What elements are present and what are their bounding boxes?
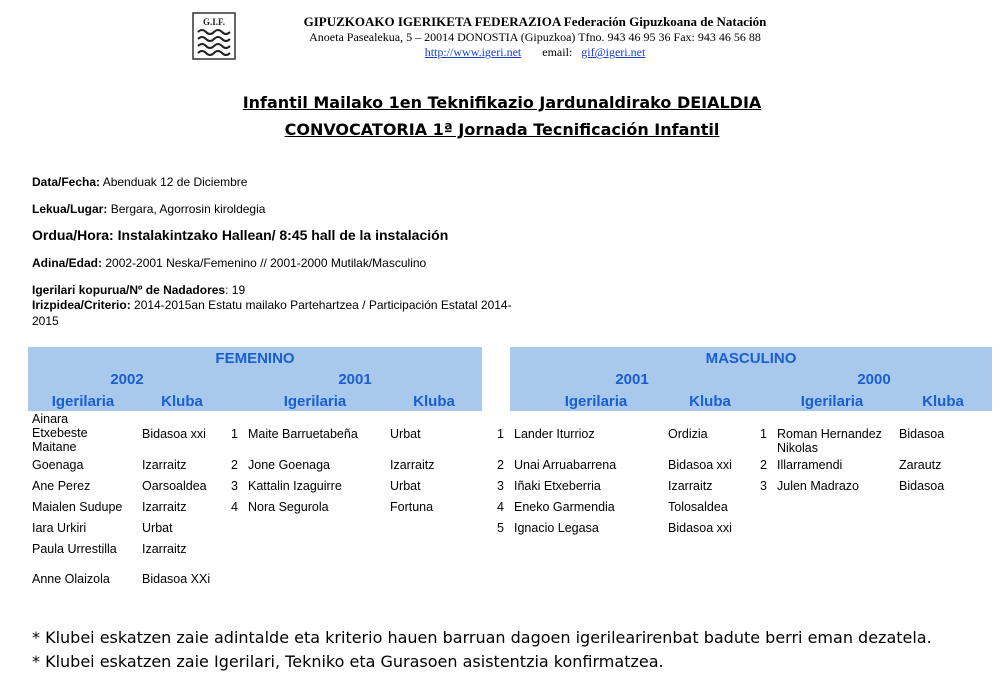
row-number: 3: [760, 479, 767, 493]
swimmer-name: Ane Perez: [32, 479, 91, 493]
masculino-year-2000: 2000: [857, 371, 891, 388]
website-link[interactable]: http://www.igeri.net: [424, 45, 522, 59]
age-label: Adina/Edad:: [32, 256, 103, 270]
date-label: Data/Fecha:: [32, 175, 101, 189]
criteria-value: 2014-2015an Estatu mailako Partehartzea / Participación Estatal 2014-: [130, 298, 512, 312]
swimmer-club: Izarraitz: [142, 458, 187, 472]
swimmer-club: Urbat: [142, 521, 173, 535]
masculino-2000-col-club: Kluba: [922, 393, 964, 410]
list-item: [777, 427, 882, 455]
org-address: Anoeta Pasealekua, 5 – 20014 DONOSTIA (Gipuzkoa) Tfno. 943 46 95 36 Fax: 943 46 56 88: [309, 30, 761, 44]
swimmer-club: Izarraitz: [668, 479, 713, 493]
info-swimmers: [32, 283, 245, 297]
swimmer-name: Jone Goenaga: [248, 458, 331, 472]
masculino-2001-col-swimmer: Igerilaria: [564, 393, 628, 410]
title-spanish: CONVOCATORIA 1ª Jornada Tecnificación Infantil: [284, 120, 720, 139]
row-number: 1: [760, 427, 767, 441]
femenino-2001-col-swimmer: Igerilaria: [283, 393, 347, 410]
swimmer-name: Nikolas: [777, 441, 818, 455]
row-number: 5: [497, 521, 504, 535]
row-number: 3: [497, 479, 504, 493]
swimmer-name: Illarramendi: [777, 458, 843, 472]
title-basque: Infantil Mailako 1en Teknifikazio Jardunaldirako DEIALDIA: [242, 93, 762, 112]
info-age: [32, 256, 426, 270]
place-label: Lekua/Lugar:: [32, 202, 108, 216]
info-criteria: [32, 298, 512, 312]
swimmer-name: Maite Barruetabeña: [248, 427, 358, 441]
criteria-label: Irizpidea/Criterio:: [32, 298, 131, 312]
swimmer-name: Eneko Garmendia: [514, 500, 615, 514]
femenino-title: FEMENINO: [215, 350, 295, 367]
swimmer-name: Goenaga: [32, 458, 84, 472]
swimmer-club: Bidasoa: [899, 479, 945, 493]
info-place: [32, 202, 265, 216]
swimmer-name: Maialen Sudupe: [32, 500, 123, 514]
info-criteria-cont: 2015: [32, 314, 59, 328]
row-number: 2: [497, 458, 504, 472]
swimmer-name: Etxebeste: [32, 426, 88, 440]
row-number: 4: [497, 500, 504, 514]
masculino-2001-col-club: Kluba: [689, 393, 731, 410]
swimmer-name: Julen Madrazo: [777, 479, 859, 493]
femenino-year-2002: 2002: [110, 371, 144, 388]
row-number: 2: [760, 458, 767, 472]
row-number: 1: [231, 427, 238, 441]
swimmer-club: Izarraitz: [142, 500, 187, 514]
femenino-2002-col-swimmer: Igerilaria: [51, 393, 115, 410]
place-value: Bergara, Agorrosin kiroldegia: [107, 202, 266, 216]
masculino-title: MASCULINO: [705, 350, 797, 367]
swimmer-club: Bidasoa xxi: [668, 521, 732, 535]
list-item: [32, 412, 88, 454]
masculino-2000-col-swimmer: Igerilaria: [800, 393, 864, 410]
age-value: 2002-2001 Neska/Femenino // 2001-2000 Mutilak/Masculino: [102, 256, 427, 270]
row-number: 4: [231, 500, 238, 514]
org-name: GIPUZKOAKO IGERIKETA FEDERAZIOA Federación Gipuzkoana de Natación: [303, 14, 767, 29]
federation-logo: [192, 12, 236, 60]
swimmer-club: Ordizia: [668, 427, 708, 441]
swimmer-name: Roman Hernandez: [777, 427, 882, 441]
row-number: 2: [231, 458, 238, 472]
swimmer-club: Izarraitz: [142, 542, 187, 556]
swimmer-club: Urbat: [390, 479, 421, 493]
swimmer-name: Lander Iturrioz: [514, 427, 595, 441]
swimmer-name: Iara Urkiri: [32, 521, 87, 535]
swimmer-club: Izarraitz: [390, 458, 435, 472]
femenino-2001-col-club: Kluba: [413, 393, 455, 410]
swimmer-name: Ignacio Legasa: [514, 521, 599, 535]
swimmer-club: Zarautz: [899, 458, 942, 472]
swimmer-name: Paula Urrestilla: [32, 542, 117, 556]
footnote-2: * Klubei eskatzen zaie Igerilari, Tekniko eta Gurasoen asistentzia konfirmatzea.: [32, 652, 664, 671]
info-date: [32, 175, 247, 189]
row-number: 1: [497, 427, 504, 441]
email-link[interactable]: gif@igeri.net: [581, 45, 646, 59]
swimmer-name: Iñaki Etxeberria: [514, 479, 601, 493]
date-value: Abenduak 12 de Diciembre: [100, 175, 248, 189]
femenino-year-2001: 2001: [338, 371, 372, 388]
swimmer-club: Oarsoaldea: [142, 479, 207, 493]
swimmer-club: Tolosaldea: [668, 500, 728, 514]
email-label: email:: [542, 45, 573, 59]
swimmer-name: Unai Arruabarrena: [514, 458, 617, 472]
swimmer-name: Nora Segurola: [248, 500, 329, 514]
row-number: 3: [231, 479, 238, 493]
masculino-year-2001: 2001: [615, 371, 649, 388]
footnote-1: * Klubei eskatzen zaie adintalde eta kriterio hauen barruan dagoen igerilearirenbat badute berri eman dezatela.: [32, 628, 932, 647]
org-contact: [240, 45, 830, 60]
swimmer-name: Anne Olaizola: [32, 572, 110, 586]
swimmers-value: : 19: [225, 283, 246, 297]
swimmer-name: Ainara: [32, 412, 69, 426]
swimmer-club: Bidasoa: [899, 427, 945, 441]
swimmer-club: Fortuna: [390, 500, 434, 514]
swimmer-club: Bidasoa XXi: [142, 572, 211, 586]
swimmers-label: Igerilari kopurua/Nº de Nadadores: [32, 283, 226, 297]
swimmer-name: Maitane: [32, 440, 77, 454]
swimmer-club: Urbat: [390, 427, 421, 441]
info-time: Ordua/Hora: Instalakintzako Hallean/ 8:45 hall de la instalación: [32, 227, 449, 243]
swimmer-name: Kattalin Izaguirre: [248, 479, 342, 493]
femenino-2002-col-club: Kluba: [161, 393, 203, 410]
swimmer-club: Bidasoa xxi: [142, 427, 206, 441]
logo-text: G.I.F.: [203, 17, 225, 27]
swimmer-club: Bidasoa xxi: [668, 458, 732, 472]
